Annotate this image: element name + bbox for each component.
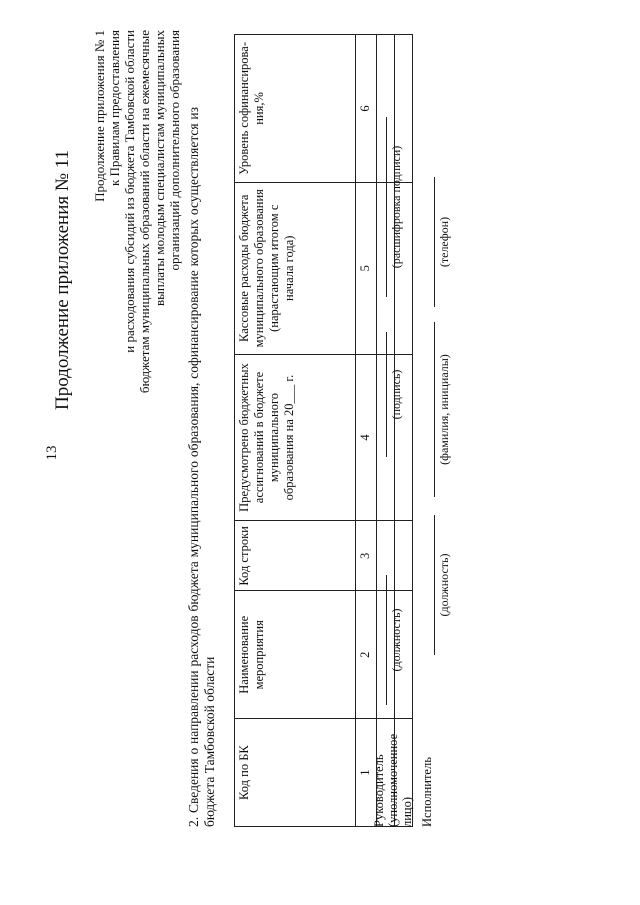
header-cell: Кассовые расходы бюджета муниципального образования (нарастающим итогом с начала года)	[235, 182, 356, 354]
page-number: 13	[44, 445, 60, 461]
signature-caption: (подпись)	[389, 369, 403, 420]
header-cell: Наименование мероприятия	[235, 591, 356, 719]
column-number: 5	[356, 182, 377, 354]
subtitle-line: организаций дополнительного образования	[167, 30, 182, 271]
column-number: 6	[356, 35, 377, 183]
header-cell: Код по БК	[235, 719, 356, 827]
appendix-title: Продолжение приложения № 11	[52, 149, 73, 410]
signature-caption: (должность)	[389, 608, 403, 672]
executor-label: Исполнитель	[420, 757, 434, 827]
signature-caption: (должность)	[437, 553, 451, 617]
header-cell: Код строки	[235, 521, 356, 591]
subtitle-line: Продолжение приложения № 1	[92, 30, 107, 202]
subtitle-line: и расходования субсидий из бюджета Тамбовской области	[122, 30, 137, 353]
signature-caption: (телефон)	[437, 216, 451, 268]
header-cell: Уровень софинансирова-ния,%	[235, 35, 356, 183]
table-header-row	[235, 35, 356, 827]
signature-caption: (фамилия, инициалы)	[437, 354, 451, 465]
column-number-row	[356, 35, 377, 827]
column-number: 1	[356, 719, 377, 827]
signature-line	[386, 575, 387, 705]
signature-line	[434, 322, 435, 497]
column-number: 4	[356, 354, 377, 521]
signature-line	[434, 177, 435, 307]
head-label: Руководитель (уполномоченное лицо)	[372, 733, 414, 827]
column-number: 3	[356, 521, 377, 591]
signature-line	[386, 117, 387, 297]
signature-line	[386, 332, 387, 457]
header-cell: Предусмотрено бюджетных ассигнований в бюджете муниципального образования на 20___ г.	[235, 354, 356, 521]
subtitle-line: к Правилам предоставления	[107, 30, 122, 187]
signature-line	[434, 515, 435, 655]
subtitle-line: бюджетам муниципальных образований области на ежемесячные	[137, 30, 152, 394]
subtitle-line: выплаты молодым специалистам муниципальных	[152, 30, 167, 307]
signature-caption: (расшифровка подписи)	[389, 145, 403, 269]
column-number: 2	[356, 591, 377, 719]
section-intro: 2. Сведения о направлении расходов бюджета муниципального образования, софинансирование которых осуществляется из бюджета Тамбовской области	[186, 107, 217, 827]
